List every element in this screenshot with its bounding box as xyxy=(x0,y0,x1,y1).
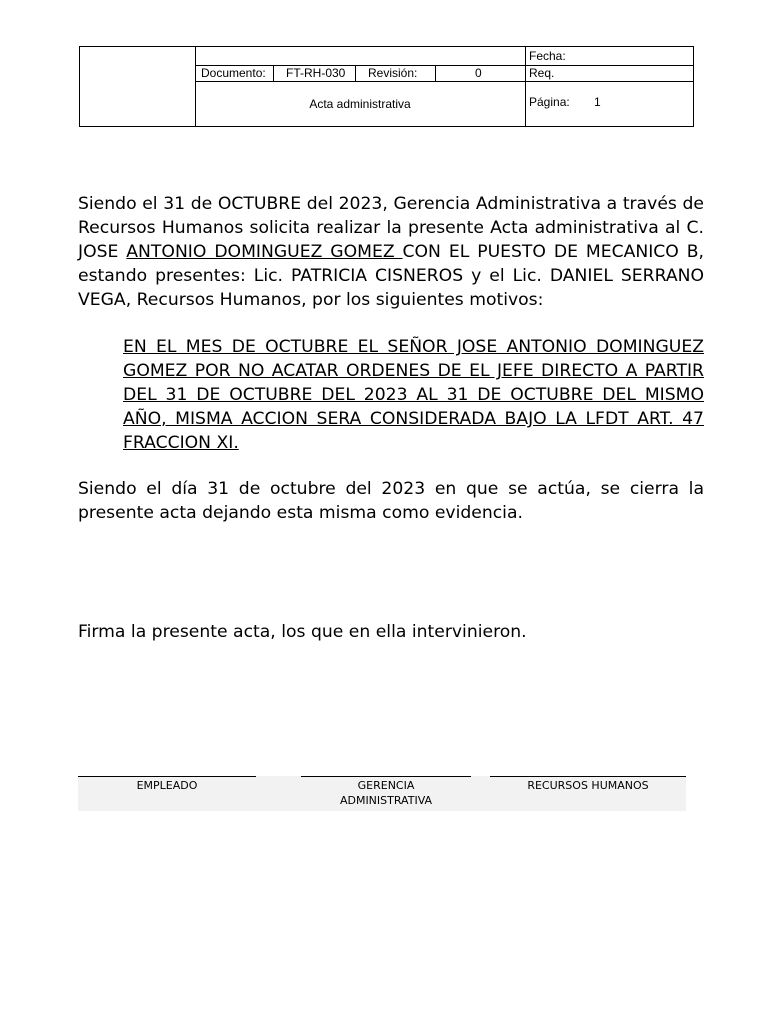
header-blank-row xyxy=(195,47,525,66)
revision-label: Revisión: xyxy=(368,66,418,80)
pagina-row xyxy=(526,82,694,126)
documento-value: FT-RH-030 xyxy=(286,66,346,80)
divider xyxy=(435,65,436,81)
reason-paragraph: EN EL MES DE OCTUBRE EL SEÑOR JOSE ANTONIO DOMINGUEZ GOMEZ POR NO ACATAR ORDENES DE EL JEFE DIRECTO A PARTIR DEL 31 DE OCTUBRE DEL 2023 AL 31 DE OCTUBRE DEL MISMO AÑO, MISMA ACCION SERA CONSIDERADA BAJO LA LFDT ART. 47 FRACCION XI. xyxy=(123,337,704,453)
logo-cell xyxy=(80,47,196,126)
documento-label: Documento: xyxy=(201,66,266,80)
intro-text-b: CON EL PUESTO DE MECANICO B, estando presentes: Lic. PATRICIA CISNEROS y el Lic. DANIEL SERRANO VEGA, Recursos Humanos, por los siguientes motivos: xyxy=(78,242,704,310)
divider xyxy=(355,65,356,81)
divider xyxy=(273,65,274,81)
header-middle xyxy=(195,47,525,126)
signature-line-gerencia xyxy=(301,776,471,777)
header-right xyxy=(525,47,694,126)
signature-label-rh: RECURSOS HUMANOS xyxy=(527,779,649,792)
signature-label-empleado: EMPLEADO xyxy=(136,779,198,792)
signature-line-rh xyxy=(490,776,686,777)
fecha-label: Fecha: xyxy=(529,49,566,63)
revision-value: 0 xyxy=(475,66,482,80)
signature-line-empleado xyxy=(78,776,256,777)
fecha-row xyxy=(526,47,694,66)
req-row xyxy=(526,65,694,82)
document-title: Acta administrativa xyxy=(309,97,411,111)
pagina-value: 1 xyxy=(594,95,601,109)
gerencia-line-1: GERENCIA xyxy=(357,779,415,792)
employee-name: ANTONIO DOMINGUEZ GOMEZ xyxy=(126,242,403,262)
intro-paragraph xyxy=(78,192,704,312)
signature-intro: Firma la presente acta, los que en ella intervinieron. xyxy=(78,622,527,642)
document-header-table xyxy=(79,46,694,127)
closing-paragraph: Siendo el día 31 de octubre del 2023 en que se actúa, se cierra la presente acta dejando esta misma como evidencia. xyxy=(78,479,704,523)
document-info-row xyxy=(195,65,525,82)
intro-text-a: Siendo el 31 de OCTUBRE del 2023, Gerencia Administrativa a través de Recursos Humanos solicita realizar la presente Acta administrativa al C. JOSE xyxy=(78,194,704,262)
signature-label-gerencia xyxy=(301,778,471,808)
gerencia-line-2: ADMINISTRATIVA xyxy=(339,794,433,807)
req-label: Req. xyxy=(529,66,555,80)
pagina-label: Página: xyxy=(529,95,570,109)
